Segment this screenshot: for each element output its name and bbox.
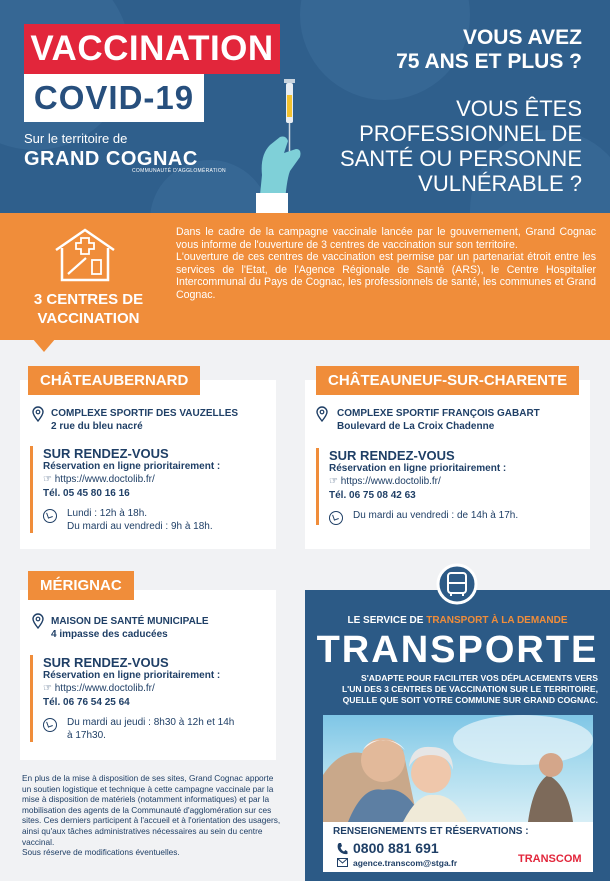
band-pointer [32,338,56,352]
territory-label: Sur le territoire de [24,131,128,146]
intro-paragraph: L'ouverture de ces centres de vaccination est permise par un partenariat étroit entre les services de l'Etat, de l'Agence Régionale de Santé (ARS), le Centre Hospitalier Intercommunal du Pays de Cognac, les professionnels de santé, les communes et Grand Cognac. [176,251,596,301]
mail-icon [337,858,348,867]
transport-desc-line: L'UN DES 3 CENTRES DE VACCINATION SUR LE TERRITOIRE, [341,684,598,694]
booking-label: Réservation en ligne prioritairement : [329,463,507,474]
location-pin-icon [32,406,44,422]
booking-label: Réservation en ligne prioritairement : [43,461,221,472]
transport-description [318,673,598,706]
booking-label: Réservation en ligne prioritairement : [43,670,221,681]
hours-line: Du mardi au jeudi : 8h30 à 12h et 14h [67,717,235,728]
appointment-block [30,655,270,742]
appointment-heading: SUR RENDEZ-VOUS [43,655,169,670]
support-note [22,773,284,858]
transcom-logo: TRANSCOM [518,853,582,865]
transporte-logo: TRANSPORTE [316,629,599,671]
booking-link[interactable]: ☞ https://www.doctolib.fr/ [43,683,155,694]
place-name: COMPLEXE SPORTIF DES VAUZELLES [51,408,239,419]
hours-line: Du mardi au vendredi : 9h à 18h. [67,521,213,532]
transport-desc-line: QUELLE QUE SOIT VOTRE COMMUNE SUR GRAND COGNAC. [342,695,598,705]
booking-link[interactable]: ☞ https://www.doctolib.fr/ [329,476,441,487]
city-tag: CHÂTEAUNEUF-SUR-CHARENTE [316,366,579,395]
phone-icon [336,842,348,856]
place-address: 4 impasse des caducées [51,629,168,640]
centers-label-line: 3 CENTRES DE [33,291,144,308]
service-highlight: TRANSPORT À LA DEMANDE [426,615,568,626]
question-age-line: VOUS AVEZ [462,26,582,49]
appointment-heading: SUR RENDEZ-VOUS [329,448,455,463]
opening-hours [329,509,576,525]
clock-icon [43,718,57,732]
question-age [352,26,582,74]
clock-icon [329,511,343,525]
transport-service-title [305,615,610,626]
center-place [337,407,540,433]
transport-email[interactable]: agence.transcom@stga.fr [353,858,458,868]
appointment-block [316,448,576,525]
reserve-note: Sous réserve de modifications éventuelles. [22,847,180,858]
intro-paragraph: Dans le cadre de la campagne vaccinale lancée par le gouvernement, Grand Cognac vous informe de l'ouverture de 3 centres de vaccination sur son territoire. [176,226,596,251]
hours-line: Lundi : 12h à 18h. [67,508,148,519]
center-place [51,615,209,641]
booking-link[interactable]: ☞ https://www.doctolib.fr/ [43,474,155,485]
phone-number[interactable]: Tél. 05 45 80 16 16 [43,488,130,499]
city-tag: CHÂTEAUBERNARD [28,366,200,395]
bus-icon [436,563,478,605]
covid-title: COVID-19 [24,74,204,122]
place-name: COMPLEXE SPORTIF FRANÇOIS GABART [337,408,540,419]
question-professional-line: VOUS ÊTES [456,96,582,121]
clock-icon [43,509,57,523]
appointment-heading: SUR RENDEZ-VOUS [43,446,169,461]
booking-url[interactable]: https://www.doctolib.fr/ [54,683,155,694]
place-address: Boulevard de La Croix Chadenne [337,421,495,432]
location-pin-icon [316,406,328,422]
question-professional-line: SANTÉ OU PERSONNE [339,146,582,171]
service-prefix: LE SERVICE DE [347,615,427,626]
vaccination-title: VACCINATION [24,24,280,74]
place-address: 2 rue du bleu nacré [51,421,143,432]
seniors-photo [323,715,593,822]
hours-line: à 17h30. [67,730,106,741]
centers-label [16,290,161,328]
reservation-title: RENSEIGNEMENTS ET RÉSERVATIONS : [333,826,529,837]
centers-label-line: VACCINATION [37,310,140,327]
phone-number[interactable]: Tél. 06 76 54 25 64 [43,697,130,708]
opening-hours [43,716,270,742]
support-note-text: En plus de la mise à disposition de ses sites, Grand Cognac apporte un soutien logistique et technique à cette campagne vaccinale par la mise à disposition de matériels (notamment informatiques) et par la mobilisation des agents de la Communauté d'agglomération sur ces sites. Ces derniers participent à l'accueil et à l'orientation des usagers, ainsi qu'aux tâches administratives nécessaires au sein du centre vaccinal. [22,773,281,847]
grand-cognac-logo: GRAND COGNAC [24,148,198,170]
transport-phone[interactable]: 0800 881 691 [353,840,439,856]
opening-hours [43,507,270,533]
question-age-line: 75 ANS ET PLUS ? [396,50,582,73]
question-professional-line: VULNÉRABLE ? [418,171,582,196]
question-professional [282,96,582,196]
seniors-photo-illustration [323,715,593,822]
booking-url[interactable]: https://www.doctolib.fr/ [340,476,441,487]
hero-banner [0,0,610,213]
transport-desc-line: S'ADAPTE POUR FACILITER VOS DÉPLACEMENTS VERS [361,673,598,683]
question-professional-line: PROFESSIONNEL DE [359,121,582,146]
place-name: MAISON DE SANTÉ MUNICIPALE [51,616,209,627]
booking-url[interactable]: https://www.doctolib.fr/ [54,474,155,485]
phone-number[interactable]: Tél. 06 75 08 42 63 [329,490,416,501]
grand-cognac-logo-sub: COMMUNAUTÉ D'AGGLOMÉRATION [132,168,226,174]
vaccination-center-icon [52,226,118,282]
city-tag: MÉRIGNAC [28,571,134,600]
intro-text [176,226,596,302]
location-pin-icon [32,613,44,629]
appointment-block [30,446,270,533]
center-place [51,407,238,433]
hours-line: Du mardi au vendredi : de 14h à 17h. [353,510,519,521]
